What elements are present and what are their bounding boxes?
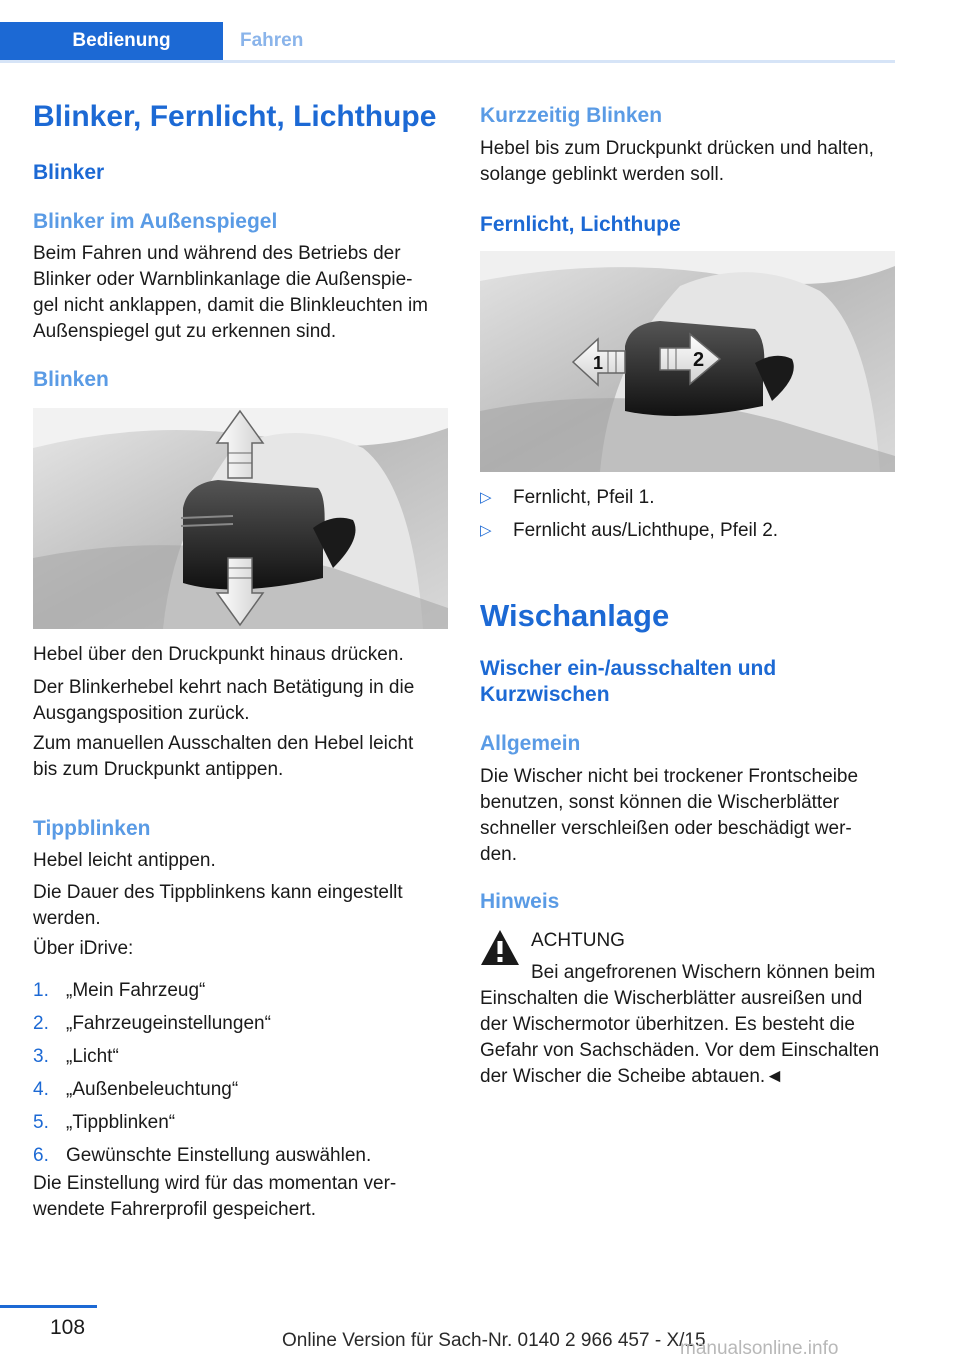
fernlicht-lever-illustration: [480, 251, 895, 472]
triangle-bullet-icon: ▷: [480, 489, 492, 506]
step-number: 5.: [33, 1112, 49, 1133]
watermark: manualsonline.info: [680, 1338, 839, 1359]
text-line: Kurzwischen: [480, 683, 610, 706]
triangle-bullet-icon: ▷: [480, 522, 492, 539]
text-line: Wischer ein-/ausschalten und: [480, 657, 777, 680]
arrow-1-label: 1: [593, 353, 604, 373]
text-line: Hebel bis zum Druckpunkt drücken und halten,: [480, 138, 874, 159]
step-number: 3.: [33, 1046, 49, 1067]
idrive-steps: [33, 974, 371, 1172]
text-line: Blinker oder Warnblinkanlage die Außenspie-: [33, 269, 413, 290]
text-line: den.: [480, 844, 517, 865]
text-line: Die Wischer nicht bei trockener Frontscheibe: [480, 766, 859, 787]
step-number: 2.: [33, 1013, 49, 1034]
list-item: [480, 514, 778, 547]
paragraph-manuell: [33, 731, 449, 783]
text-line: Die Dauer des Tippblinkens kann eingestellt: [33, 882, 403, 903]
fernlicht-bullets: [480, 481, 778, 547]
header-divider: [0, 60, 895, 63]
tab-fahren[interactable]: Fahren: [240, 30, 304, 51]
page-number: 108: [50, 1316, 86, 1339]
text-line: Einschalten die Wischerblätter ausreißen und: [480, 988, 863, 1009]
paragraph-tipp: Hebel leicht antippen.: [33, 850, 216, 871]
footer-version-text: Online Version für Sach-Nr. 0140 2 966 457 - X/15: [282, 1330, 706, 1351]
step-text: „Fahrzeugeinstellungen“: [66, 1013, 271, 1034]
warning-title: ACHTUNG: [531, 930, 625, 951]
heading-hinweis: Hinweis: [480, 890, 560, 913]
paragraph-dauer: [33, 880, 449, 932]
heading-fernlicht: Fernlicht, Lichthupe: [480, 213, 681, 236]
text-line: Die Einstellung wird für das momentan ver-: [33, 1173, 397, 1194]
list-item: [33, 1007, 371, 1040]
step-number: 6.: [33, 1145, 49, 1166]
arrow-2-label: 2: [693, 349, 705, 371]
step-text: „Mein Fahrzeug“: [66, 980, 206, 1001]
step-text: „Licht“: [66, 1046, 119, 1067]
heading-wischer: [480, 656, 776, 708]
paragraph-kehrt: [33, 675, 449, 727]
heading-allgemein: Allgemein: [480, 732, 581, 755]
text-line: bis zum Druckpunkt antippen.: [33, 759, 284, 780]
text-line: wendete Fahrerprofil gespeichert.: [33, 1199, 317, 1220]
text-line: der Wischer die Scheibe abtauen.◄: [480, 1066, 784, 1087]
tab-bedienung[interactable]: Bedienung: [0, 22, 223, 60]
figure-fernlicht-lever: [480, 251, 895, 472]
list-item: [480, 481, 778, 514]
list-item: [33, 1073, 371, 1106]
blinker-lever-illustration: [33, 408, 448, 629]
paragraph-profil: [33, 1171, 449, 1223]
paragraph-allgemein: [480, 764, 896, 868]
paragraph-hebel: Hebel über den Druckpunkt hinaus drücken.: [33, 644, 404, 665]
text-line: werden.: [33, 908, 101, 929]
step-text: „Außenbeleuchtung“: [66, 1079, 239, 1100]
text-line: Außenspiegel gut zu erkennen sind.: [33, 321, 337, 342]
warning-body: [480, 986, 896, 1090]
text-line: Der Blinkerhebel kehrt nach Betätigung in die: [33, 677, 415, 698]
heading-aussenspiegel: Blinker im Außenspiegel: [33, 210, 278, 233]
step-text: „Tippblinken“: [66, 1112, 176, 1133]
list-item: [33, 1040, 371, 1073]
figure-blinker-lever: [33, 408, 448, 629]
text-line: Beim Fahren und während des Betriebs der: [33, 243, 401, 264]
text-line: Zum manuellen Ausschalten den Hebel leicht: [33, 733, 414, 754]
text-line: der Wischermotor überhitzen. Es besteht die: [480, 1014, 855, 1035]
text-line: schneller verschleißen oder beschädigt wer-: [480, 818, 852, 839]
list-item: [33, 1139, 371, 1172]
page-title: Blinker, Fernlicht, Lichthupe: [33, 100, 437, 133]
heading-blinker: Blinker: [33, 161, 105, 184]
warning-triangle-icon: [480, 928, 520, 968]
paragraph-idrive: Über iDrive:: [33, 938, 134, 959]
heading-wischanlage: Wischanlage: [480, 598, 670, 633]
bullet-text: Fernlicht aus/Lichthupe, Pfeil 2.: [513, 520, 779, 541]
step-number: 4.: [33, 1079, 49, 1100]
text-line: solange geblinkt werden soll.: [480, 164, 724, 185]
list-item: [33, 974, 371, 1007]
heading-tippblinken: Tippblinken: [33, 817, 151, 840]
section-tabs: [0, 22, 895, 62]
paragraph-kurzzeitig: [480, 136, 896, 188]
paragraph-aussenspiegel: [33, 241, 449, 345]
text-line: Ausgangsposition zurück.: [33, 703, 250, 724]
step-text: Gewünschte Einstellung auswählen.: [66, 1145, 372, 1166]
heading-blinken: Blinken: [33, 368, 109, 391]
step-number: 1.: [33, 980, 49, 1001]
footer-rule: [0, 1305, 97, 1308]
text-line: gel nicht anklappen, damit die Blinkleuchten im: [33, 295, 429, 316]
list-item: [33, 1106, 371, 1139]
bullet-text: Fernlicht, Pfeil 1.: [513, 487, 655, 508]
text-line: benutzen, sonst können die Wischerblätter: [480, 792, 840, 813]
warning-line: Bei angefrorenen Wischern können beim: [531, 962, 876, 983]
heading-kurzzeitig: Kurzzeitig Blinken: [480, 104, 663, 127]
text-line: Gefahr von Sachschäden. Vor dem Einschalten: [480, 1040, 880, 1061]
